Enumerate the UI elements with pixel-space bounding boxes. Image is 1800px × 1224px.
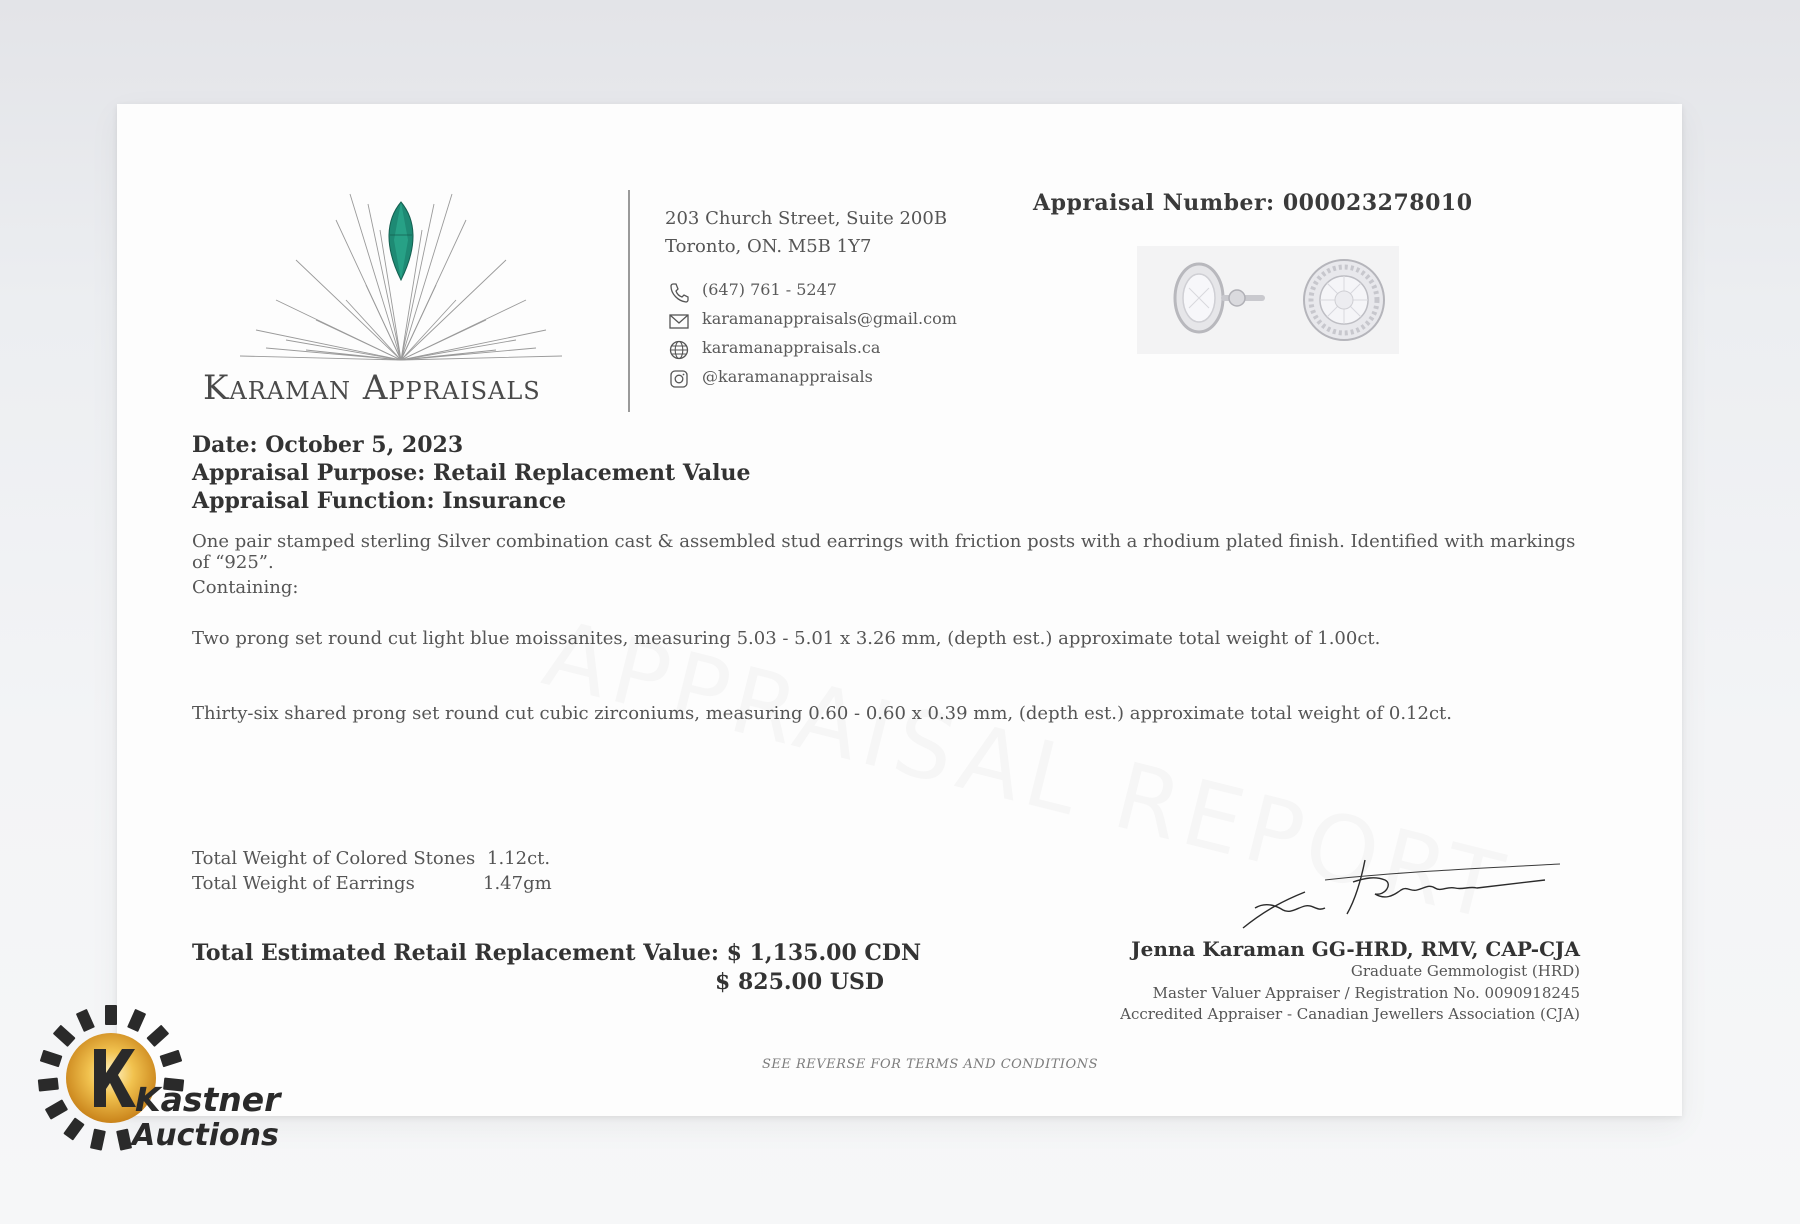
description-line1: One pair stamped sterling Silver combination cast & assembled stud earrings with friction posts with a rhodium plated finish. Identified with markings — [192, 531, 1576, 552]
value-cdn: Total Estimated Retail Replacement Value: $ 1,135.00 CDN — [192, 940, 922, 966]
phone-number: (647) 761 - 5247 — [702, 280, 837, 299]
earrings-weight-value: 1.47gm — [483, 873, 552, 894]
colored-stones-weight-value: 1.12ct. — [487, 848, 551, 869]
description-line2: of “925”. — [192, 552, 274, 573]
address-line1: 203 Church Street, Suite 200B — [665, 208, 948, 229]
stone-description-2: Thirty-six shared prong set round cut cubic zirconiums, measuring 0.60 - 0.60 x 0.39 mm, (depth est.) approximate total weight of 0.12ct. — [192, 703, 1452, 724]
address-line2: Toronto, ON. M5B 1Y7 — [665, 236, 872, 257]
phone-icon — [668, 281, 690, 303]
instagram-icon — [668, 368, 690, 390]
signer-title-2: Master Valuer Appraiser / Registration No. 0090918245 — [1152, 984, 1580, 1002]
appraisal-function: Appraisal Function: Insurance — [192, 488, 567, 514]
kastner-logo-line1: Kastner — [135, 1080, 281, 1119]
signer-name: Jenna Karaman GG-HRD, RMV, CAP-CJA — [1131, 937, 1580, 961]
signer-title-3: Accredited Appraiser - Canadian Jewellers Association (CJA) — [1120, 1005, 1580, 1023]
value-usd: $ 825.00 USD — [715, 969, 884, 995]
company-name: Karaman Appraisals — [203, 368, 541, 408]
appraisal-number: Appraisal Number: 000023278010 — [1033, 190, 1473, 216]
social-handle: @karamanappraisals — [702, 367, 873, 386]
website-address: karamanappraisals.ca — [702, 338, 881, 357]
stone-description-1: Two prong set round cut light blue moissanites, measuring 5.03 - 5.01 x 3.26 mm, (depth est.) approximate total weight of 1.00ct. — [192, 628, 1381, 649]
kastner-logo-line2: Auctions — [132, 1118, 279, 1153]
globe-icon — [668, 339, 690, 361]
signature — [1235, 850, 1565, 934]
appraisal-date: Date: October 5, 2023 — [192, 432, 464, 458]
terms-note: SEE REVERSE FOR TERMS AND CONDITIONS — [762, 1057, 1098, 1072]
signer-title-1: Graduate Gemmologist (HRD) — [1350, 962, 1580, 980]
earrings-weight-label: Total Weight of Earrings — [192, 873, 415, 894]
mail-icon — [668, 310, 690, 332]
earrings-photo — [1137, 246, 1399, 354]
appraisal-purpose: Appraisal Purpose: Retail Replacement Value — [192, 460, 751, 486]
colored-stones-weight-label: Total Weight of Colored Stones — [192, 848, 476, 869]
email-address: karamanappraisals@gmail.com — [702, 309, 957, 328]
header-divider — [628, 190, 630, 412]
karaman-logo-icon — [236, 190, 566, 370]
containing-label: Containing: — [192, 577, 299, 598]
